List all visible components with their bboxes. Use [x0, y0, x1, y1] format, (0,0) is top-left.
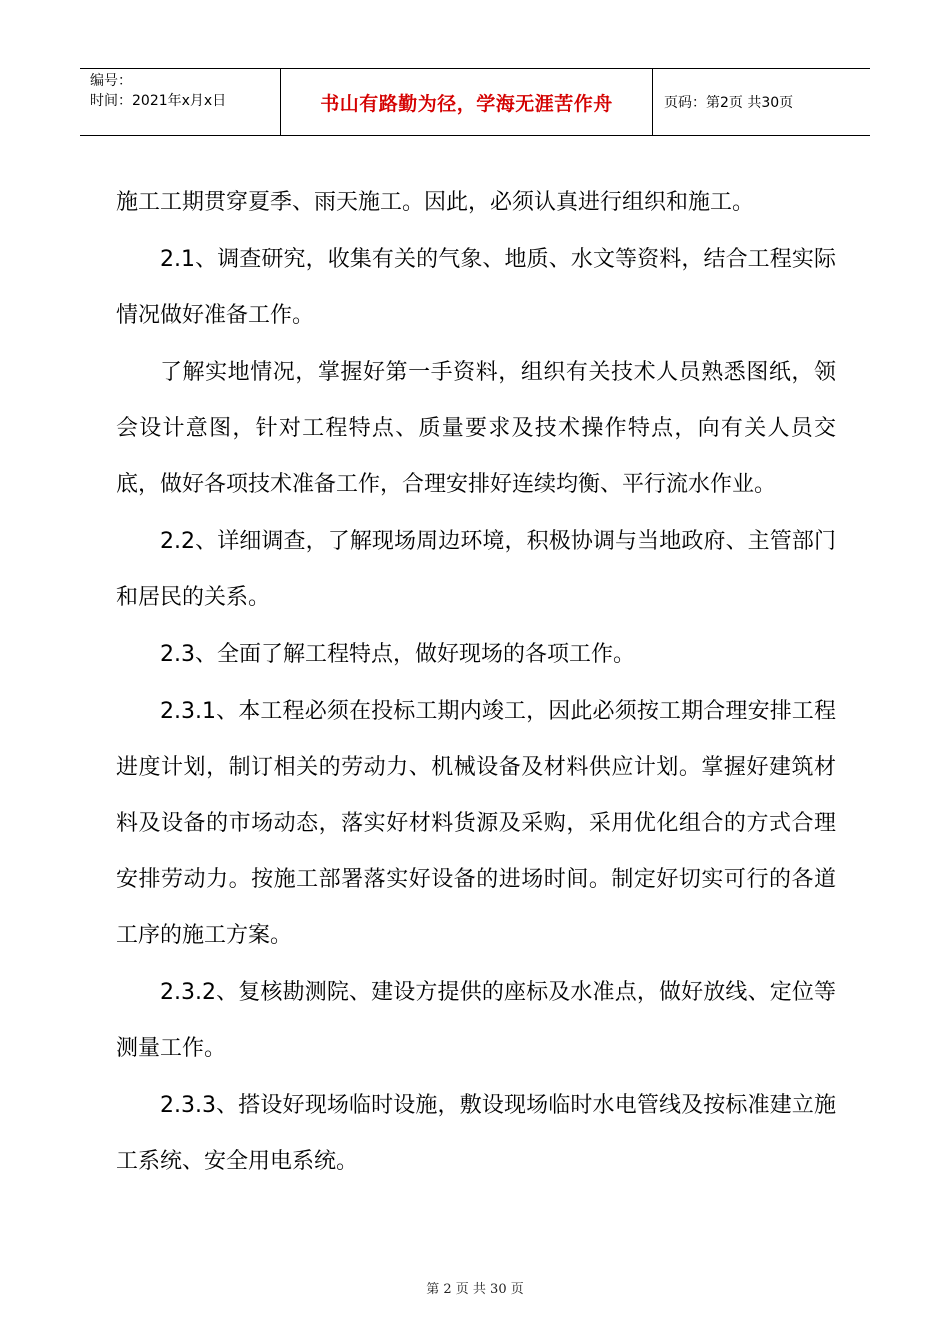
header-divider — [652, 69, 653, 135]
header-page-info: 页码：第2页 共30页 — [664, 95, 794, 111]
paragraph: 施工工期贯穿夏季、雨天施工。因此，必须认真进行组织和施工。 — [116, 190, 755, 215]
paragraph: 2.3.3、搭设好现场临时设施，敷设现场临时水电管线及按标准建立施工系统、安全用电系统。 — [116, 1093, 836, 1174]
paragraph: 2.3、全面了解工程特点，做好现场的各项工作。 — [160, 642, 635, 667]
page-footer: 第 2 页 共 30 页 — [426, 1282, 524, 1297]
header-motto: 书山有路勤为径，学海无涯苦作舟 — [320, 92, 613, 115]
paragraph: 2.3.1、本工程必须在投标工期内竣工，因此必须按工期合理安排工程进度计划，制订相关的劳动力、机械设备及材料供应计划。掌握好建筑材料及设备的市场动态，落实好材料货源及采购，采用优化组合的方式合理安排劳动力。按施工部署落实好设备的进场时间。制定好切实可行的各道工序的施工方案。 — [116, 699, 836, 948]
document-body — [116, 175, 836, 1191]
paragraph: 了解实地情况，掌握好第一手资料，组织有关技术人员熟悉图纸，领会设计意图，针对工程特点、质量要求及技术操作特点，向有关人员交底，做好各项技术准备工作，合理安排好连续均衡、平行流水作业。 — [116, 360, 836, 497]
paragraph: 2.1、调查研究，收集有关的气象、地质、水文等资料，结合工程实际情况做好准备工作。 — [116, 247, 836, 328]
document-date: 时间：2021年x月x日 — [90, 93, 227, 109]
page-header — [80, 68, 870, 136]
header-meta — [80, 69, 280, 135]
paragraph: 2.2、详细调查，了解现场周边环境，积极协调与当地政府、主管部门和居民的关系。 — [116, 529, 836, 610]
document-number-label: 编号： — [90, 73, 132, 89]
paragraph: 2.3.2、复核勘测院、建设方提供的座标及水准点，做好放线、定位等测量工作。 — [116, 980, 836, 1061]
